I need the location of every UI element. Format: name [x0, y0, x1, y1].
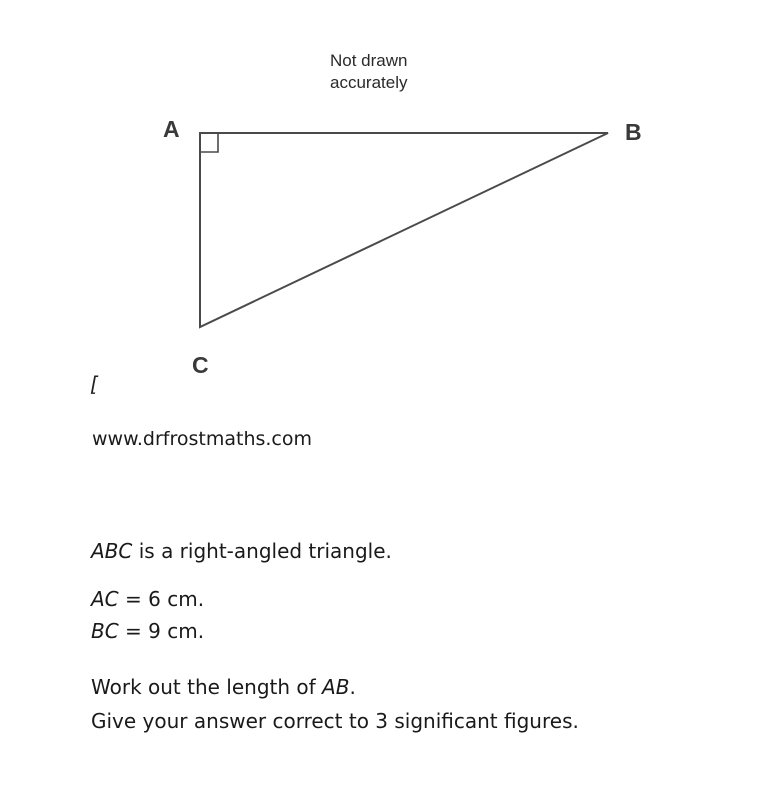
question-intro [91, 538, 579, 564]
var-ac: AC [91, 587, 119, 611]
vertex-label-a: A [163, 116, 180, 142]
vertex-label-c: C [192, 352, 209, 378]
task-line [91, 674, 579, 700]
given-bc [91, 618, 579, 644]
stray-bracket-mark: [ [90, 372, 98, 396]
note-line-2: accurately [330, 73, 408, 92]
not-drawn-accurately-note [330, 50, 407, 94]
var-ab: AB [322, 675, 350, 699]
var-bc: BC [91, 619, 119, 643]
source-url: www.drfrostmaths.com [92, 428, 313, 450]
instruction-line: Give your answer correct to 3 significant figures. [91, 709, 579, 733]
ac-value: = 6 cm. [118, 587, 205, 611]
var-abc: ABC [91, 539, 133, 563]
vertex-label-b: B [625, 119, 642, 145]
intro-text: is a right-angled triangle. [132, 539, 392, 563]
triangle-abc [200, 133, 608, 327]
right-angle-marker [200, 133, 218, 152]
given-ac [91, 586, 579, 612]
task-end: . [349, 675, 356, 699]
note-line-1: Not drawn [330, 51, 408, 70]
bc-value: = 9 cm. [118, 619, 205, 643]
task-text: Work out the length of [91, 675, 323, 699]
question-text [91, 538, 579, 734]
